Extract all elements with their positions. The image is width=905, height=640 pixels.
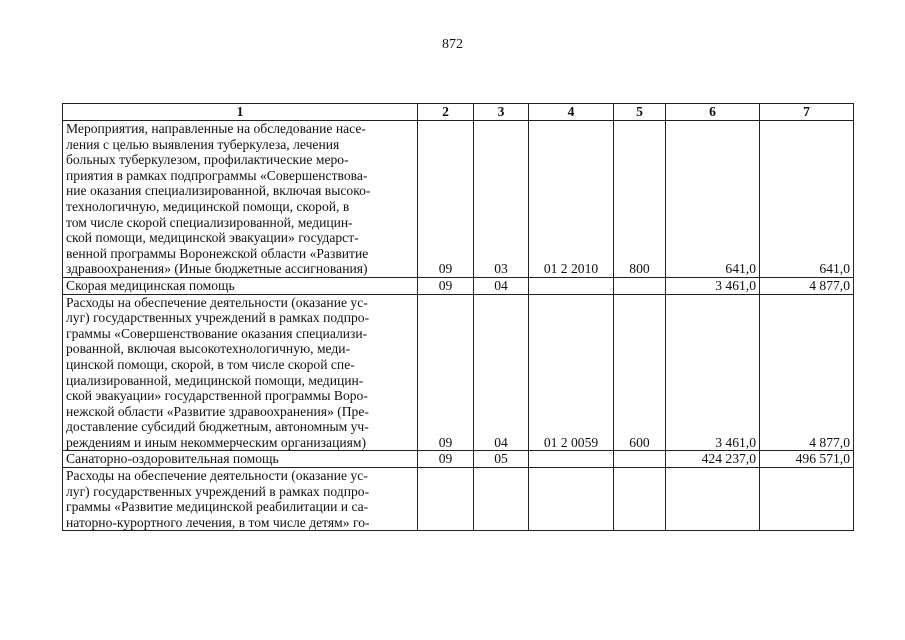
table-row <box>63 294 854 451</box>
row-name: Расходы на обеспечение деятельности (оказание ус- луг) государственных учреждений в рамках подпро- граммы «Развитие медицинской реабилитации и са- наторно-курортного лечения, в том числе детям» го- <box>66 468 370 530</box>
cell-section: 09 <box>418 294 474 451</box>
column-header-2: 2 <box>418 104 474 121</box>
cell-subsection <box>474 468 529 531</box>
column-header-1: 1 <box>63 104 418 121</box>
cell-expense-type: 600 <box>614 294 666 451</box>
cell-amount-7: 4 877,0 <box>760 294 854 451</box>
cell-target-code: 01 2 0059 <box>529 294 614 451</box>
row-name: Скорая медицинская помощь <box>63 277 418 294</box>
cell-target-code <box>529 451 614 468</box>
cell-section: 09 <box>418 451 474 468</box>
table-row <box>63 468 854 531</box>
column-header-6: 6 <box>666 104 760 121</box>
row-name-cell <box>63 468 418 531</box>
cell-subsection: 05 <box>474 451 529 468</box>
cell-section <box>418 468 474 531</box>
header-row <box>63 104 854 121</box>
row-name: Расходы на обеспечение деятельности (оказание ус- луг) государственных учреждений в рамках подпро- граммы «Совершенствование оказания специализи- рованной, включая высокотехнологичную, меди- цинской помощи, скорой, в том числе скорой спе- циализированной, медицинской помощи, медицин- ской эвакуации» государственной программы Воро- нежской области «Развитие здравоохранения» (Пре- доставление субсидий бюджетным, автономным уч- реждениям и иным некоммерческим организациям) <box>63 294 418 451</box>
table-row <box>63 451 854 468</box>
cell-expense-type <box>614 277 666 294</box>
column-header-4: 4 <box>529 104 614 121</box>
cell-amount-7: 496 571,0 <box>760 451 854 468</box>
cell-section: 09 <box>418 121 474 278</box>
cell-target-code <box>529 468 614 531</box>
row-name: Мероприятия, направленные на обследование насе- ления с целью выявления туберкулеза, лечения больных туберкулезом, профилактические меро- приятия в рамках подпрограммы «Совершенствова- ние оказания специализированной, включая высоко- технологичную, медицинской помощи, скорой, в том числе скорой специализированной, медицин- ской помощи, медицинской эвакуации» государст- венной программы Воронежской области «Развитие здравоохранения» (Иные бюджетные ассигнования) <box>63 121 418 278</box>
cell-amount-6: 3 461,0 <box>666 294 760 451</box>
column-header-3: 3 <box>474 104 529 121</box>
cell-expense-type <box>614 468 666 531</box>
cell-subsection: 04 <box>474 294 529 451</box>
cell-subsection: 03 <box>474 121 529 278</box>
cell-amount-6: 424 237,0 <box>666 451 760 468</box>
column-header-5: 5 <box>614 104 666 121</box>
cell-expense-type: 800 <box>614 121 666 278</box>
budget-table <box>62 103 854 531</box>
row-name: Санаторно-оздоровительная помощь <box>63 451 418 468</box>
table-row <box>63 121 854 278</box>
cell-section: 09 <box>418 277 474 294</box>
table-row <box>63 277 854 294</box>
cell-amount-7: 4 877,0 <box>760 277 854 294</box>
cell-amount-7: 641,0 <box>760 121 854 278</box>
cell-target-code: 01 2 2010 <box>529 121 614 278</box>
cell-amount-7 <box>760 468 854 531</box>
cell-target-code <box>529 277 614 294</box>
page-number: 872 <box>442 37 463 52</box>
cell-amount-6: 641,0 <box>666 121 760 278</box>
cell-amount-6: 3 461,0 <box>666 277 760 294</box>
cell-subsection: 04 <box>474 277 529 294</box>
column-header-7: 7 <box>760 104 854 121</box>
cell-amount-6 <box>666 468 760 531</box>
cell-expense-type <box>614 451 666 468</box>
